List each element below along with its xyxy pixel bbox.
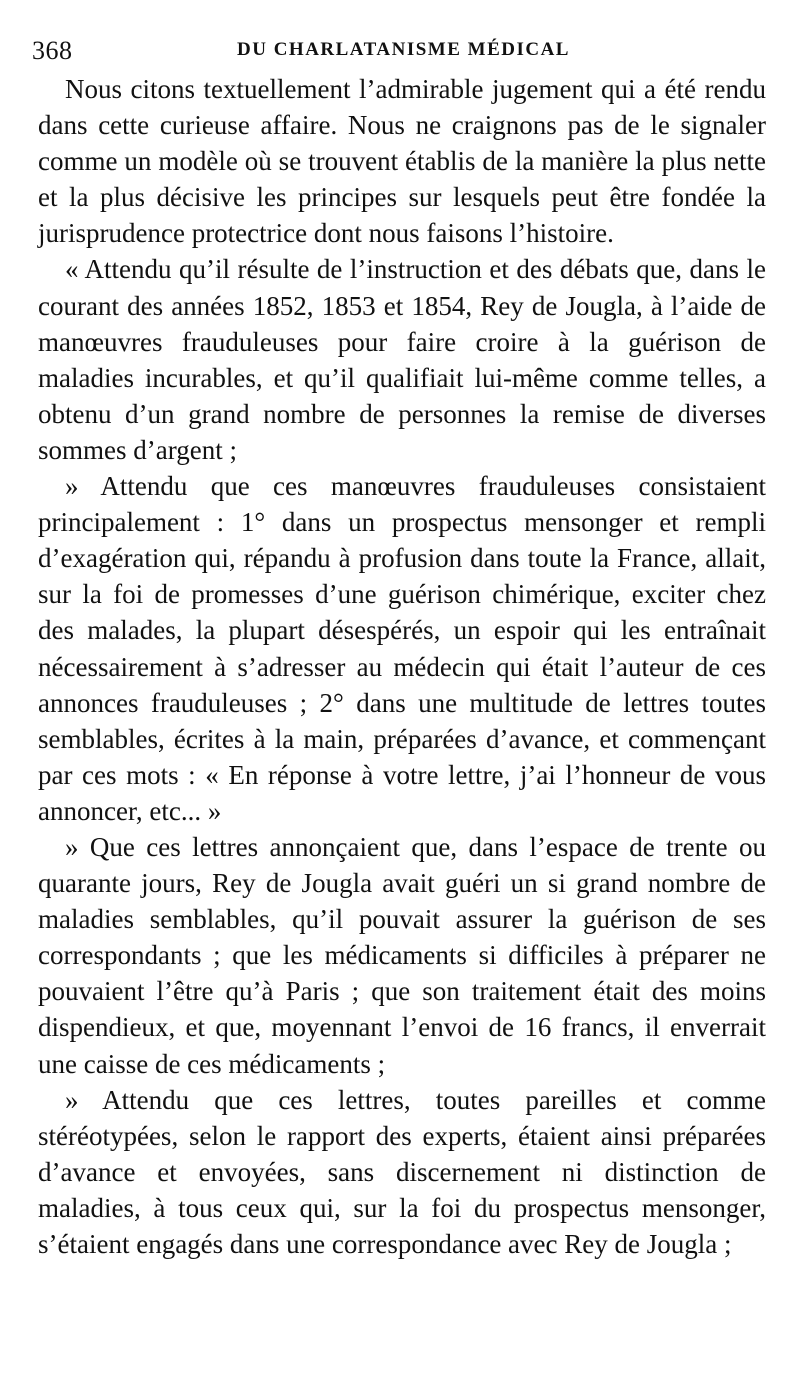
running-title: DU CHARLATANISME MÉDICAL <box>237 39 570 60</box>
paragraph-judgment-que: » Que ces lettres annonçaient que, dans l’espace de trente ou quarante jours, Rey de Jougla avait guéri un si grand nombre de maladies semblables, qu’il pouvait assurer la guérison de ses correspondants ; que les médicaments si difficiles à préparer ne pouvaient l’être qu’à Paris ; que son traitement était des moins dispendieux, et que, moyennant l’envoi de 16 francs, il enverrait une caisse de ces médicaments ; <box>38 831 766 1079</box>
paragraph-judgment-attendu-3: » Attendu que ces lettres, toutes pareilles et comme stéréotypées, selon le rapport des experts, étaient ainsi préparées d’avance et envoyées, sans discernement ni distinction de maladies, à tous ceux qui, sur la foi du prospectus mensonger, s’étaient engagés dans une correspondance avec Rey de Jougla ; <box>38 1084 766 1259</box>
page-number: 368 <box>32 36 73 65</box>
paragraph-judgment-attendu-1: « Attendu qu’il résulte de l’instruction et des débats que, dans le courant des années 1852, 1853 et 1854, Rey de Jougla, à l’aide de manœuvres frauduleuses pour faire croire à la guérison de maladies incurables, et qu’il qualifiait lui-même comme telles, a obtenu d’un grand nombre de personnes la remise de diverses sommes d’argent ; <box>38 254 766 465</box>
paragraph-intro: Nous citons textuellement l’admirable jugement qui a été rendu dans cette curieuse affaire. Nous ne craignons pas de le signaler comme un modèle où se trouvent établis de la manière la plus nette et la plus décisive les principes sur lesquels peut être fondée la jurisprudence protectrice dont nous faisons l’histoire. <box>38 74 766 249</box>
running-head <box>32 30 772 65</box>
paragraph-judgment-attendu-2: » Attendu que ces manœuvres frauduleuses consistaient principalement : 1° dans un prospectus mensonger et rempli d’exagération qui, répandu à profusion dans toute la France, allait, sur la foi de promesses d’une guérison chimérique, exciter chez des malades, la plupart désespérés, un espoir qui les entraînait nécessairement à s’adresser au médecin qui était l’auteur de ces annonces frauduleuses ; 2° dans une multitude de lettres toutes semblables, écrites à la main, préparées d’avance, et commençant par ces mots : « En réponse à votre lettre, j’ai l’honneur de vous annoncer, etc... » <box>38 471 766 826</box>
body-text <box>38 71 766 1262</box>
